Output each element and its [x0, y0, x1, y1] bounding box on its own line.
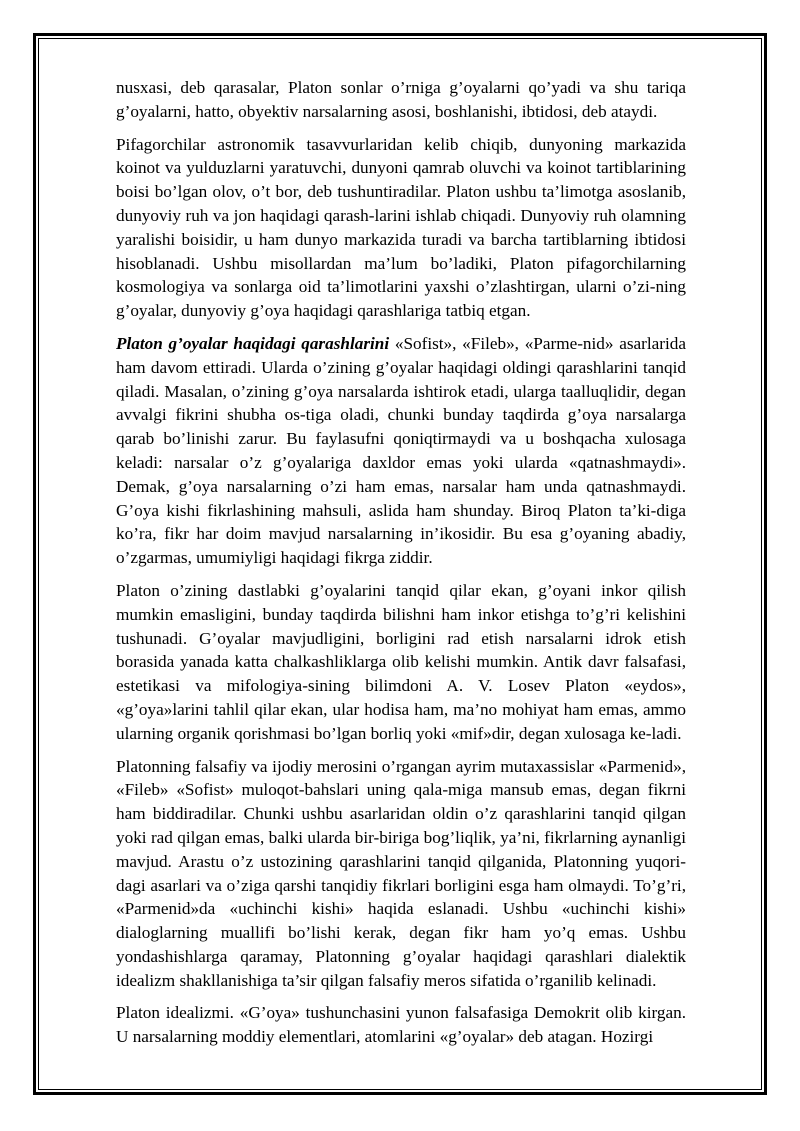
- paragraph-5-text: Platonning falsafiy va ijodiy merosini o’rgangan ayrim mutaxassislar «Parmenid», «Fileb» «Sofist» muloqot-bahslari uning qala-miga mansub emas, degan fikrni ham biddiradilar. Chunki ushbu asarlaridan oldin o’z qarashlarini tanqid qilgan yoki rad qilgan emas, balki ularda bir-biriga bog’liqlik, ya’ni, fikrlarning aynanligi mavjud. Arastu o’z ustozining qarashlarini tanqid qilganida, Platonning yuqori-dagi asarlari va o’ziga qarshi tanqidiy fikrlari borligini esga ham olmaydi. To’g’ri, «Parmenid»da «uchinchi kishi» haqida eslanadi. Ushbu «uchinchi kishi» dialoglarning muallifi bo’lishi kerak, degan fikr ham yo’q emas. Ushbu yondashishlarga qaramay, Platonning g’oyalar haqidagi qarashlari dialektik idealizm shakllanishiga ta’sir qilgan falsafiy meros sifatida o’rganilib kelinadi.: [116, 756, 686, 990]
- paragraph-3-text: «Sofist», «Fileb», «Parme-nid» asarlarida ham davom ettiradi. Ularda o’zining g’oyalar haqidagi oldingi qarashlarini tanqid qiladi. Masalan, o’zining g’oya narsalarda ishtirok etadi, ularga taalluqlidir, degan avvalgi fikrini shubha os-tiga oladi, chunki bunday taqdirda g’oya narsalarga qarab bo’linishi zarur. Bu faylasufni qoniqtirmaydi va u boshqacha xulosaga keladi: narsalar o’z g’oyalariga daxldor emas yoki ularda «qatnashmaydi». Demak, g’oya narsalarning o’zi ham emas, narsalar ham unda qatnashmaydi. G’oya kishi fikrlashining mahsuli, aslida ham shunday. Biroq Platon ta’ki-diga ko’ra, fikr har doim mavjud narsalarning in’ikosidir. Bu esa g’oyaning abadiy, o’zgarmas, umumiyligi haqidagi fikrga ziddir.: [116, 333, 687, 568]
- paragraph-5: [116, 755, 686, 993]
- paragraph-1: [116, 76, 686, 124]
- paragraph-3-lead: Platon g’oyalar haqidagi qarashlarini: [116, 333, 390, 353]
- paragraph-2-text: Pifagorchilar astronomik tasavvurlaridan kelib chiqib, dunyoning markazida koinot va yulduzlarni yaratuvchi, dunyoni qamrab oluvchi va koinot tartiblarining boisi bo’lgan olov, o’t bor, deb tushuntiradilar. Platon ushbu ta’limotga asoslanib, dunyoviy ruh va jon haqidagi qarash-larini ishlab chiqadi. Dunyoviy ruh olamning yaralishi boisidir, u ham dunyo markazida turadi va barcha tartiblarning ibtidosi hisoblanadi. Ushbu misollardan ma’lum bo’ladiki, Platon pifagorchilarning kosmologiya va sonlarga oid ta’limotlarini yaxshi o’zlashtirgan, ularni o’zi-ning g’oyalar, dunyoviy g’oya haqidagi qarashlariga tatbiq etgan.: [116, 134, 686, 321]
- paragraph-6: [116, 1001, 686, 1049]
- paragraph-1-text: nusxasi, deb qarasalar, Platon sonlar o’rniga g’oyalarni qo’yadi va shu tariqa g’oyalarni, hatto, obyektiv narsalarning asosi, boshlanishi, ibtidosi, deb ataydi.: [116, 78, 686, 121]
- paragraph-6-text: Platon idealizmi. «G’oya» tushunchasini yunon falsafasiga Demokrit olib kirgan. U narsalarning moddiy elementlari, atomlarini «g’oyalar» deb atagan. Hozirgi: [116, 1003, 686, 1047]
- paragraph-4: [116, 579, 686, 746]
- document-body: [116, 76, 686, 1058]
- paragraph-3: [116, 332, 686, 570]
- paragraph-2: [116, 133, 686, 323]
- paragraph-4-text: Platon o’zining dastlabki g’oyalarini tanqid qilar ekan, g’oyani inkor qilish mumkin emasligini, bunday taqdirda bilishni ham inkor etishga to’g’ri kelishini tushunadi. G’oyalar mavjudligini, borligini rad etish narsalarni idrok etish borasida yanada katta chalkashliklarga olib kelishi mumkin. Antik davr falsafasi, estetikasi va mifologiya-sining bilimdoni A. V. Losev Platon «eydos», «g’oya»larini tahlil qilar ekan, ular hodisa ham, ma’no mohiyat ham emas, ammo ularning organik qorishmasi bo’lgan borliq yoki «mif»dir, degan xulosaga ke-ladi.: [116, 580, 686, 743]
